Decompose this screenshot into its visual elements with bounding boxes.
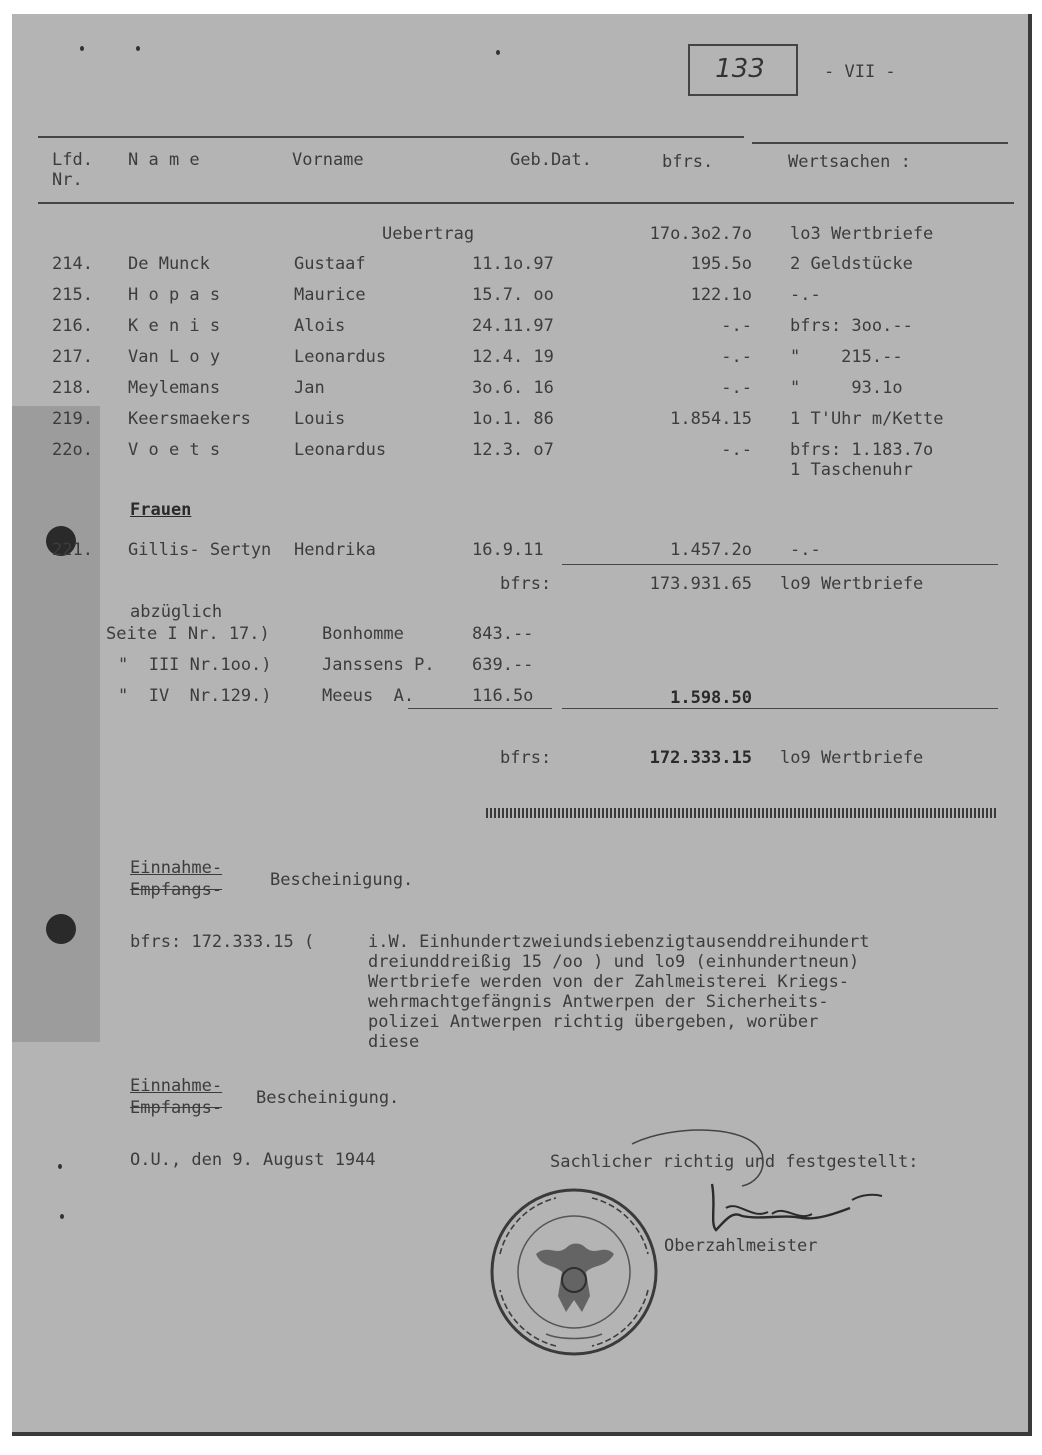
row-valuables: " 93.1o — [790, 378, 903, 398]
row-number: 216. — [52, 316, 93, 336]
header-top-rule-right — [752, 142, 1008, 144]
row-vorname: Gustaaf — [294, 254, 366, 274]
row-amount: -.- — [721, 316, 752, 336]
row-amount: -.- — [721, 378, 752, 398]
final-total-amount: 172.333.15 — [649, 748, 752, 768]
row-birthdate: 15.7. oo — [472, 285, 554, 305]
row-birthdate: 1o.1. 86 — [472, 409, 554, 429]
row-number: 215. — [52, 285, 93, 305]
row-birthdate: 3o.6. 16 — [472, 378, 554, 398]
binding-strip — [12, 406, 100, 1042]
row-vorname: Louis — [294, 409, 346, 429]
table-row — [12, 378, 1028, 402]
row-name: Van L o y — [128, 347, 221, 367]
row-number: 219. — [52, 409, 93, 429]
row-number: 221. — [52, 540, 93, 560]
subtotal-label: bfrs: — [500, 574, 552, 594]
deduction-ref: Seite I Nr. 17.) — [106, 624, 270, 644]
row-amount: 195.5o — [690, 254, 752, 274]
header-col-name: N a m e — [128, 150, 200, 170]
certificate-title: Bescheinigung. — [256, 1088, 400, 1108]
row-vorname: Hendrika — [294, 540, 376, 560]
row-vorname: Leonardus — [294, 347, 387, 367]
table-row — [12, 540, 1028, 564]
document-page — [12, 14, 1032, 1436]
verification-text: Sachlicher richtig und festgestellt: — [550, 1152, 919, 1172]
table-row — [12, 347, 1028, 371]
row-name: V o e t s — [128, 440, 221, 460]
table-row — [12, 254, 1028, 278]
row-name: Meylemans — [128, 378, 221, 398]
certified-amount: bfrs: 172.333.15 ( — [130, 932, 315, 952]
certificate-label-bottom: Empfangs- — [130, 1098, 223, 1118]
row-vorname: Jan — [294, 378, 325, 398]
signature-title: Oberzahlmeister — [664, 1236, 818, 1256]
certificate-label-bottom: Empfangs- — [130, 880, 223, 900]
row-valuables: 1 T'Uhr m/Kette — [790, 409, 944, 429]
section-marker: - VII - — [824, 62, 896, 82]
deductions-total: 1.598.50 — [670, 688, 752, 708]
place-date: O.U., den 9. August 1944 — [130, 1150, 376, 1170]
women-heading: Frauen — [130, 500, 192, 520]
page-number: 133 — [715, 54, 765, 84]
row-vorname: Alois — [294, 316, 346, 336]
row-amount: 1.457.2o — [670, 540, 752, 560]
row-valuables: -.- — [790, 540, 821, 560]
deduction-ref: " IV Nr.129.) — [118, 686, 272, 706]
carryover-valuables: lo3 Wertbriefe — [790, 224, 934, 244]
ink-speck — [496, 50, 500, 55]
row-number: 22o. — [52, 440, 93, 460]
table-row — [12, 440, 1028, 480]
final-total-label: bfrs: — [500, 748, 552, 768]
row-vorname: Maurice — [294, 285, 366, 305]
row-valuables: bfrs: 3oo.-- — [790, 316, 913, 336]
deduction-name: Janssens P. — [322, 655, 435, 675]
deduction-amount: 843.-- — [472, 624, 534, 644]
deduction-name: Bonhomme — [322, 624, 404, 644]
subtotal-amount: 173.931.65 — [649, 574, 752, 594]
row-birthdate: 11.1o.97 — [472, 254, 554, 274]
table-row — [12, 285, 1028, 309]
row-name: Gillis- Sertyn — [128, 540, 272, 560]
row-vorname: Leonardus — [294, 440, 387, 460]
row-name: De Munck — [128, 254, 210, 274]
row-name: H o p a s — [128, 285, 221, 305]
official-seal — [486, 1184, 662, 1360]
header-col-bfrs: bfrs. — [662, 152, 714, 172]
closing-double-rule — [486, 808, 996, 818]
subtotal-valuables: lo9 Wertbriefe — [780, 574, 924, 594]
women-underline — [562, 564, 998, 565]
deductions-heading: abzüglich — [130, 602, 223, 622]
row-amount: -.- — [721, 347, 752, 367]
row-name: Keersmaekers — [128, 409, 251, 429]
ink-speck — [136, 46, 140, 51]
table-row — [12, 409, 1028, 433]
page-number-box — [688, 44, 798, 96]
table-row — [12, 316, 1028, 340]
final-total-valuables: lo9 Wertbriefe — [780, 748, 924, 768]
row-number: 217. — [52, 347, 93, 367]
certificate-label-top: Einnahme- — [130, 858, 223, 878]
row-birthdate: 12.3. o7 — [472, 440, 554, 460]
ink-speck — [80, 46, 84, 51]
deduction-name: Meeus A. — [322, 686, 415, 706]
certificate-label-top: Einnahme- — [130, 1076, 223, 1096]
ink-speck — [58, 1164, 62, 1169]
punch-hole — [46, 914, 76, 944]
row-birthdate: 12.4. 19 — [472, 347, 554, 367]
row-valuables: -.- — [790, 285, 821, 305]
row-number: 218. — [52, 378, 93, 398]
header-col-vorname: Vorname — [292, 150, 364, 170]
header-bottom-rule — [38, 202, 1014, 204]
ink-speck — [60, 1214, 64, 1219]
row-valuables: bfrs: 1.183.7o 1 Taschenuhr — [790, 440, 934, 480]
deduction-underline — [408, 708, 552, 709]
header-col-gebdat: Geb.Dat. — [510, 150, 592, 170]
row-name: K e n i s — [128, 316, 221, 336]
row-number: 214. — [52, 254, 93, 274]
row-birthdate: 24.11.97 — [472, 316, 554, 336]
row-amount: 122.1o — [690, 285, 752, 305]
deductions-total-underline — [562, 708, 998, 709]
row-valuables: " 215.-- — [790, 347, 903, 367]
row-amount: 1.854.15 — [670, 409, 752, 429]
header-top-rule — [38, 136, 744, 138]
deduction-amount: 639.-- — [472, 655, 534, 675]
deduction-ref: " III Nr.1oo.) — [118, 655, 272, 675]
deduction-amount: 116.5o — [472, 686, 534, 706]
header-col-nr: Lfd. Nr. — [52, 150, 93, 190]
carryover-label: Uebertrag — [382, 224, 475, 244]
row-amount: -.- — [721, 440, 752, 460]
row-valuables: 2 Geldstücke — [790, 254, 913, 274]
certified-amount-text: i.W. Einhundertzweiundsiebenzigtausenddreihundert dreiunddreißig 15 /oo ) und lo9 (einhundertneun) Wertbriefe werden von der Zahlmeisterei Kriegs- wehrmachtgefängnis Antwerpen der Sicherheits- polizei Antwerpen richtig übergeben, worüber diese — [368, 932, 870, 1052]
header-col-wertsachen: Wertsachen : — [788, 152, 911, 172]
certificate-title: Bescheinigung. — [270, 870, 414, 890]
row-birthdate: 16.9.11 — [472, 540, 544, 560]
carryover-amount: 17o.3o2.7o — [649, 224, 752, 244]
